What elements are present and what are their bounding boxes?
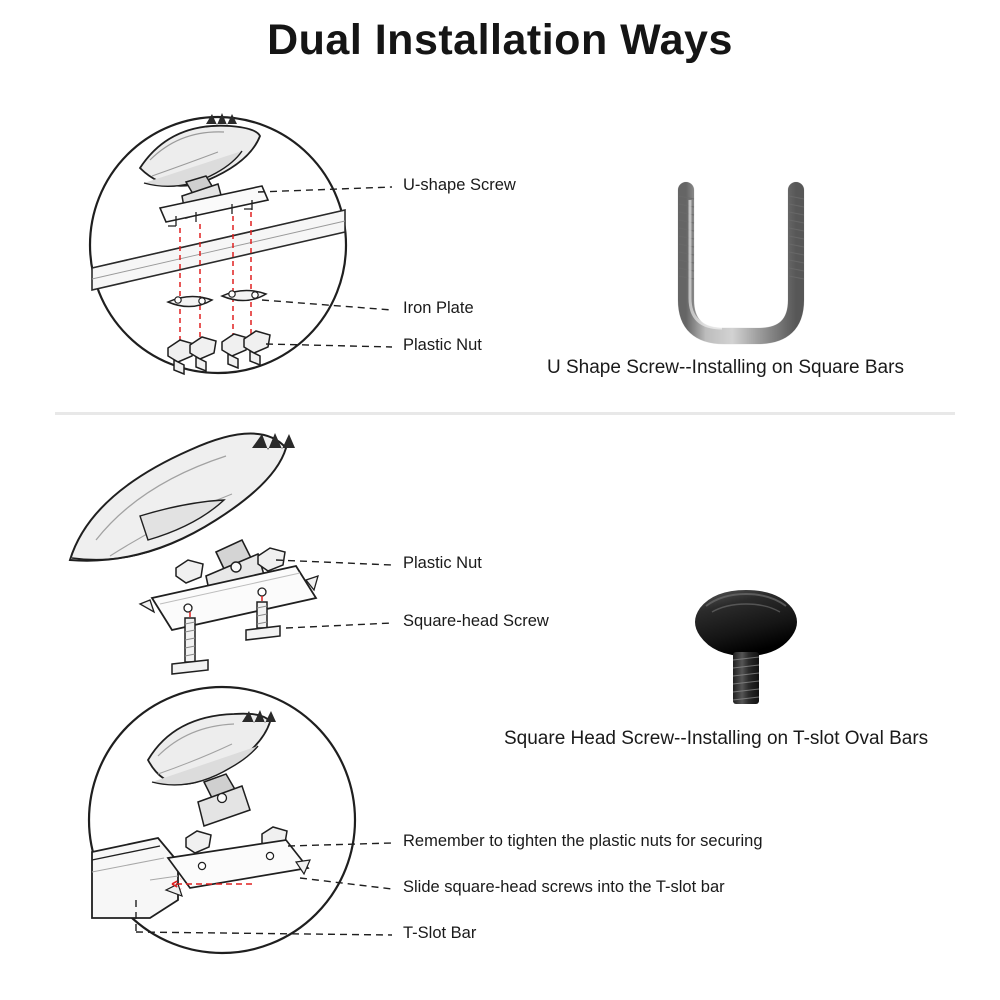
callout-plastic-nut-top: Plastic Nut (403, 336, 482, 354)
u-shape-screw-photo (679, 190, 804, 336)
callout-square-head-screw: Square-head Screw (403, 612, 549, 630)
callout-u-shape-screw: U-shape Screw (403, 176, 516, 194)
bottom-circle-illustration (89, 687, 392, 953)
top-circle-illustration (90, 113, 392, 374)
callout-t-slot-bar: T-Slot Bar (403, 924, 477, 942)
caption-square-head-screw: Square Head Screw--Installing on T-slot Oval Bars (504, 728, 929, 749)
callout-iron-plate: Iron Plate (403, 299, 474, 317)
callout-plastic-nut-middle: Plastic Nut (403, 554, 482, 572)
square-head-knob-photo (695, 590, 797, 704)
callout-tighten-nuts: Remember to tighten the plastic nuts for securing (403, 832, 763, 850)
caption-u-shape-screw: U Shape Screw--Installing on Square Bars (547, 357, 904, 378)
callout-slide-screws: Slide square-head screws into the T-slot bar (403, 878, 725, 896)
section-divider (55, 412, 955, 415)
page-title: Dual Installation Ways (267, 16, 733, 64)
square-head-screw-illustration (70, 433, 392, 674)
